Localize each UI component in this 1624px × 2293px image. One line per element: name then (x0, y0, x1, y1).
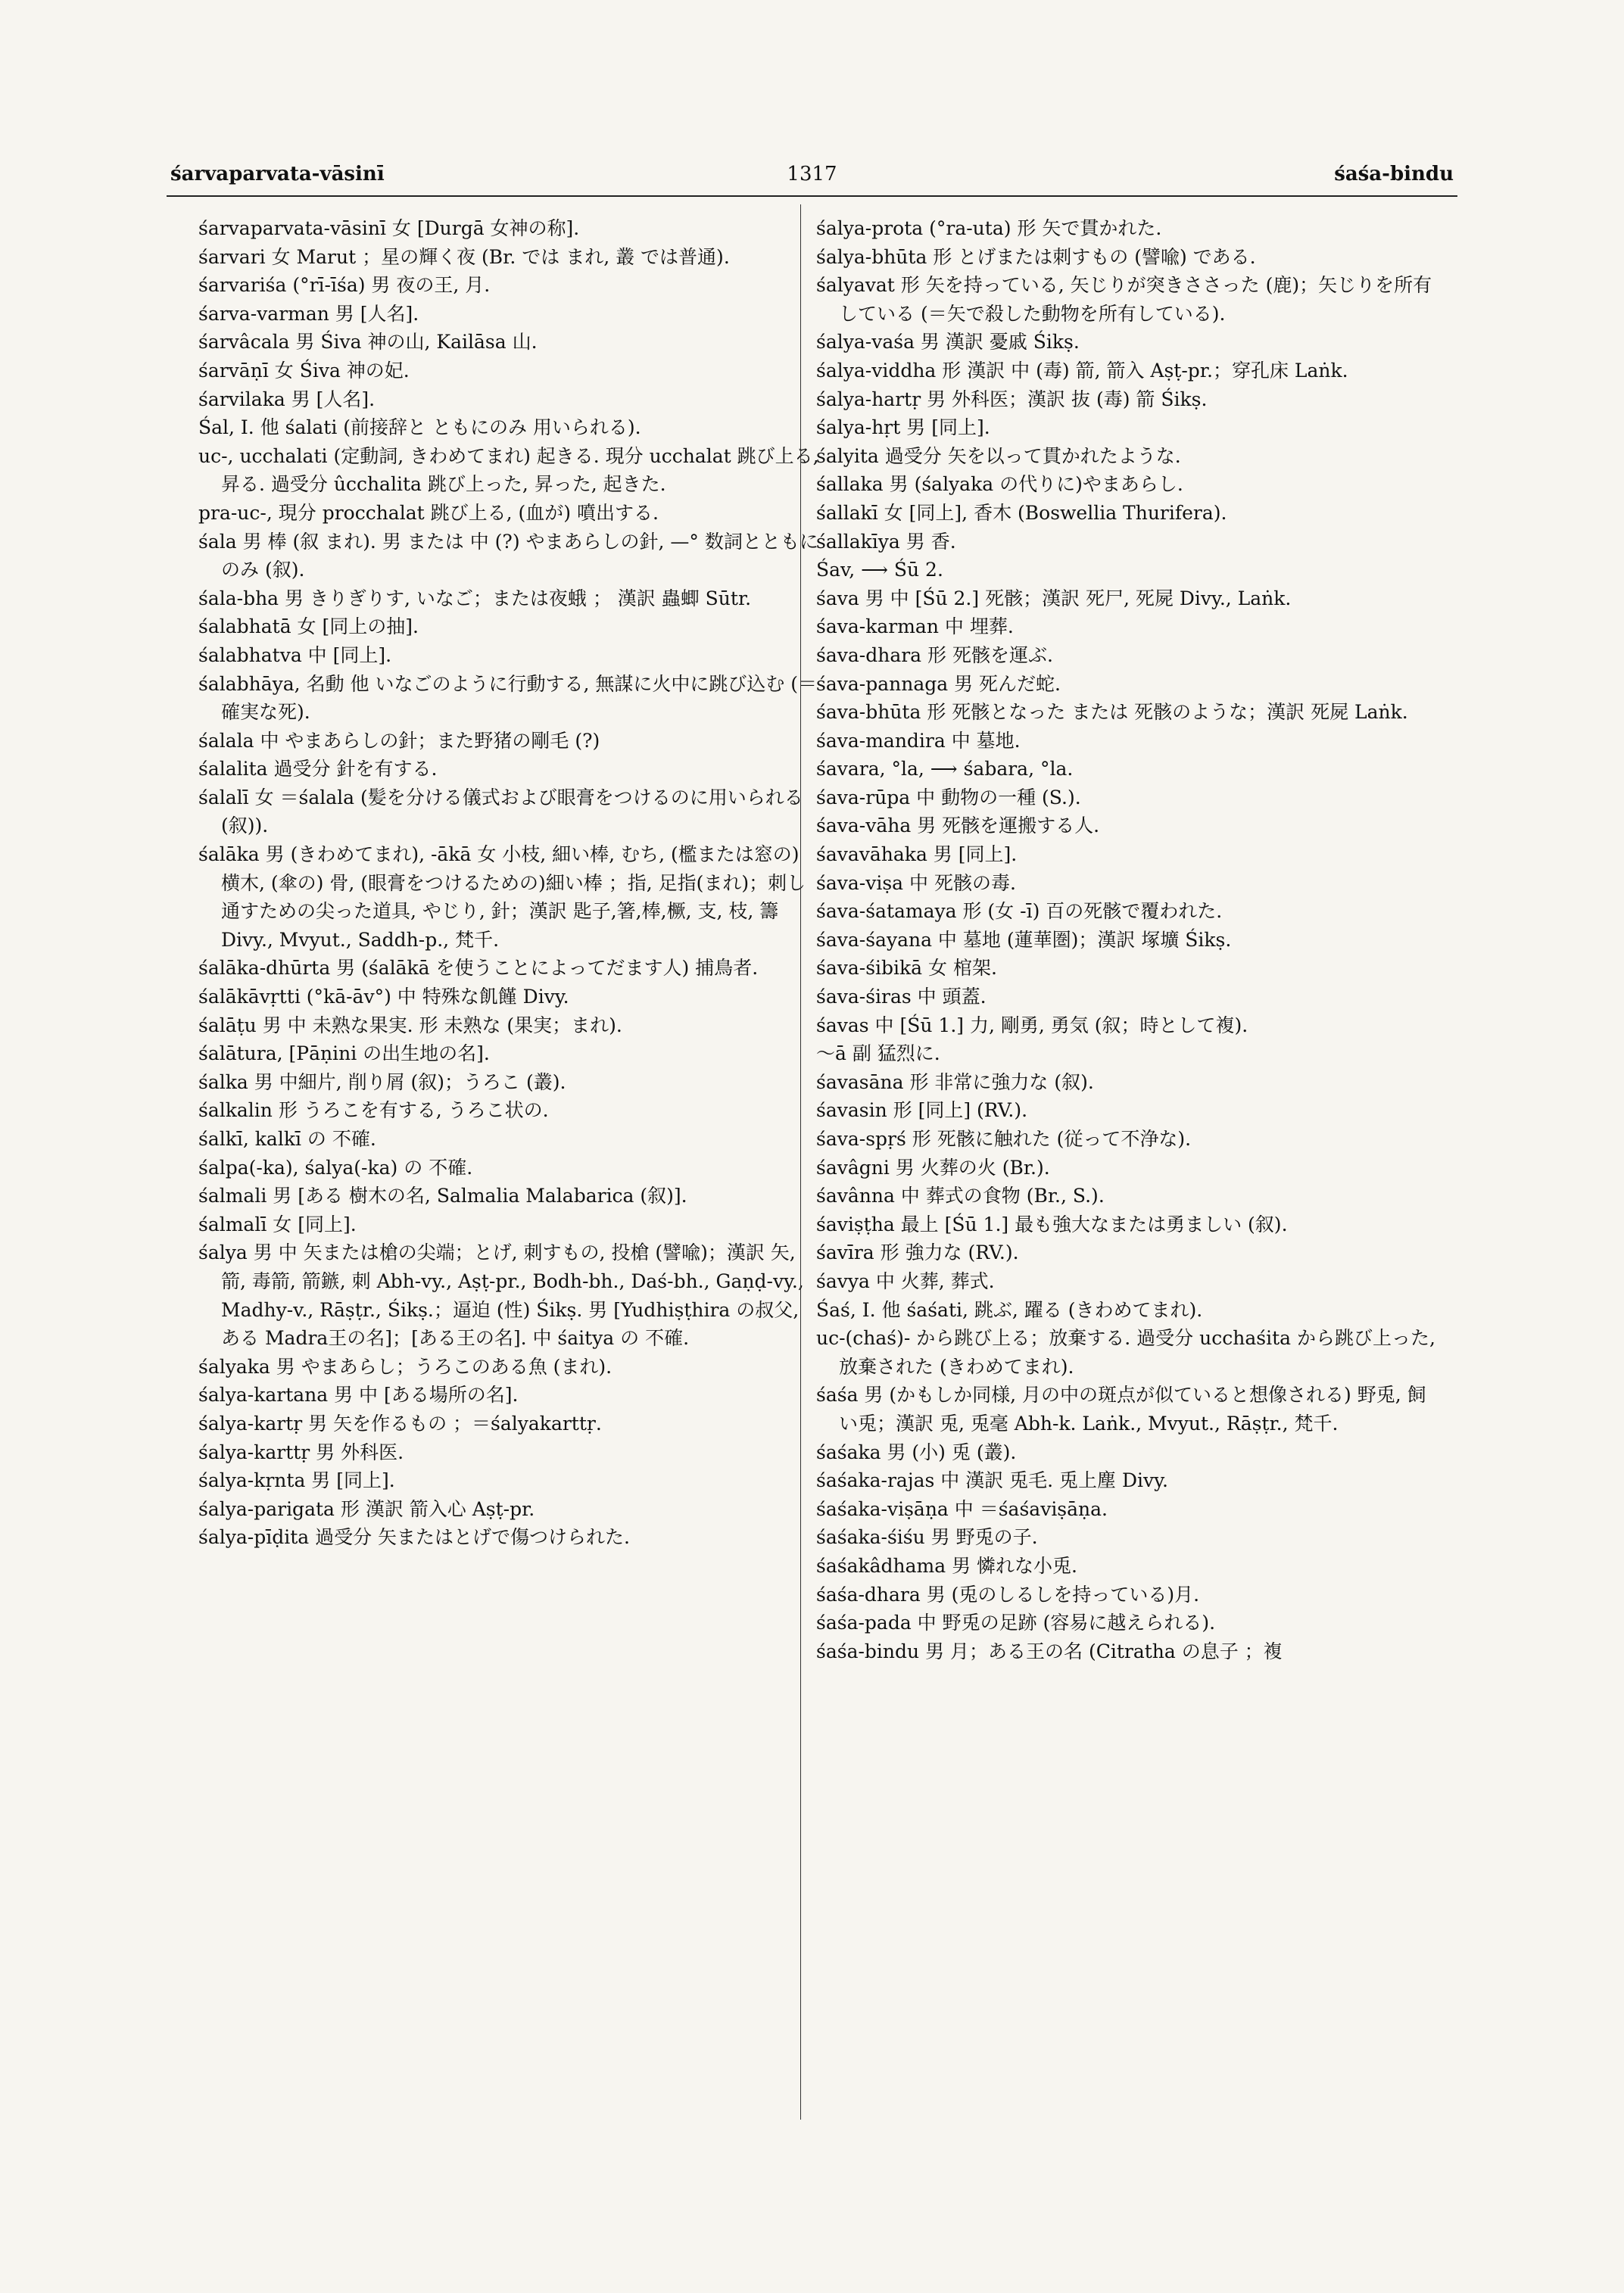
header-rule (167, 195, 1457, 197)
dictionary-entry: śavasāna 形 非常に強力な (叙). (816, 1070, 1094, 1093)
dictionary-entry: śaśa-pada 中 野兎の足跡 (容易に越えられる). (816, 1612, 1216, 1634)
dictionary-entry: śava-viṣa 中 死骸の毒. (816, 871, 1016, 894)
dictionary-entry: śallaka 男 (śalyaka の代りに)やまあらし. (816, 473, 1183, 496)
dictionary-entry: śalāka-dhūrta 男 (śalākā を使うことによってだます人) 捕鳥者. (198, 957, 759, 980)
dictionary-entry: śava-spṛś 形 死骸に触れた (従って不浄な). (816, 1128, 1192, 1150)
dictionary-entry: śalāka 男 (きわめてまれ), -ākā 女 小枝, 細い棒, むち, (檻または窓の) 横木, (傘の) 骨, (眼膏をつけるための)細い棒 ；指, 足指(まれ)；刺し通すための尖った道具, やじり, 針；漢訳 匙子,箸,棒,橛, 支, 枝, 籌 Divy., Mvyut., Saddh-p., 梵千. (198, 843, 806, 951)
dictionary-entry: śavīra 形 強力な (RV.). (816, 1242, 1019, 1264)
dictionary-entry: śalya-parigata 形 漢訳 箭入心 Aṣṭ-pr. (198, 1497, 535, 1520)
dictionary-entry: śava-mandira 中 墓地. (816, 729, 1021, 752)
page-number: 1317 (787, 163, 837, 185)
dictionary-entry: pra-uc-, 現分 procchalat 跳び上る, (血が) 噴出する. (198, 501, 659, 524)
dictionary-entry: śalya-kartṛ 男 矢を作るもの ；＝śalyakarttṛ. (198, 1412, 602, 1435)
dictionary-entry: Śav, ⟶ Śū 2. (816, 559, 943, 581)
dictionary-entry: Śaś, I. 他 śaśati, 跳ぶ, 躍る (きわめてまれ). (816, 1298, 1203, 1321)
dictionary-entry: śavasin 形 [同上] (RV.). (816, 1099, 1028, 1122)
dictionary-entry: śalala 中 やまあらしの針；また野猪の剛毛 (?) (198, 729, 600, 752)
dictionary-entry: śalya 男 中 矢または槍の尖端；とげ, 刺すもの, 投槍 (譬喩)；漢訳 矢, 箭, 毒箭, 箭鏃, 刺 Abh-vy., Aṣṭ-pr., Bodh-bh., Daś-bh., Gaṇḍ-vy., Madhy-v., Rāṣṭr., Śikṣ.；逼迫 (性) Śikṣ. 男 [Yudhiṣṭhira の叔父, ある Madra王の名]；[ある王の名]. 中 śaitya の 不確. (198, 1242, 804, 1350)
dictionary-entry: śaviṣṭha 最上 [Śū 1.] 最も強大なまたは勇ましい (叙). (816, 1213, 1288, 1235)
dictionary-entry: uc-, ucchalati (定動詞, きわめてまれ) 起きる. 現分 ucchalat 跳び上る, 昇る. 過受分 ûcchalita 跳び上った, 昇った, 起きた. (198, 444, 819, 496)
dictionary-entry: śalyita 過受分 矢を以って貫かれたような. (816, 444, 1181, 467)
dictionary-entry: śarvariśa (°rī-īśa) 男 夜の王, 月. (198, 274, 491, 297)
dictionary-entry: śallakīya 男 香. (816, 530, 956, 553)
dictionary-entry: śarvari 女 Marut ；星の輝く夜 (Br. では まれ, 叢 では普通). (198, 245, 730, 268)
dictionary-entry: śaśaka-śiśu 男 野兎の子. (816, 1526, 1038, 1549)
dictionary-entry: śalyavat 形 矢を持っている, 矢じりが突きささった (鹿)；矢じりを所有している (＝矢で殺した動物を所有している). (816, 274, 1432, 325)
dictionary-entry: śalabhāya, 名動 他 いなごのように行動する, 無謀に火中に跳び込む (＝確実な死). (198, 672, 818, 724)
dictionary-entry: śalya-karttṛ 男 外科医. (198, 1441, 404, 1463)
dictionary-entry: śava-śibikā 女 棺架. (816, 957, 997, 980)
dictionary-entry: śalkalin 形 うろこを有する, うろこ状の. (198, 1099, 549, 1122)
right-column (816, 214, 1441, 1665)
dictionary-entry: śalya-viddha 形 漢訳 中 (毒) 箭, 箭入 Aṣṭ-pr.；穿孔床 Laṅk. (816, 359, 1348, 382)
dictionary-entry: śalya-kṛnta 男 [同上]. (198, 1469, 395, 1492)
dictionary-entry: śarva-varman 男 [人名]. (198, 302, 419, 325)
dictionary-entry: śava-bhūta 形 死骸となった または 死骸のような；漢訳 死屍 Laṅk. (816, 701, 1408, 724)
dictionary-entry: śalalī 女 ＝śalala (髪を分ける儀式および眼膏をつけるのに用いられる (叙)). (198, 786, 803, 837)
dictionary-entry: śalkī, kalkī の 不確. (198, 1128, 376, 1150)
dictionary-entry: śalalita 過受分 針を有する. (198, 758, 438, 780)
dictionary-entry: śalyaka 男 やまあらし；うろこのある魚 (まれ). (198, 1355, 613, 1378)
dictionary-entry: śalya-hartṛ 男 外科医；漢訳 抜 (毒) 箭 Śikṣ. (816, 388, 1208, 410)
dictionary-entry: śavâgni 男 火葬の火 (Br.). (816, 1156, 1050, 1179)
dictionary-entry: śaśa-bindu 男 月；ある王の名 (Citratha の息子 ；複 (816, 1640, 1283, 1662)
dictionary-entry: śarvāṇī 女 Śiva 神の妃. (198, 359, 410, 382)
dictionary-entry: śalātura, [Pāṇini の出生地の名]. (198, 1042, 490, 1065)
dictionary-entry: śaśaka 男 (小) 兎 (叢). (816, 1441, 1017, 1463)
dictionary-entry: śava-pannaga 男 死んだ蛇. (816, 672, 1061, 695)
left-guide-word: śarvaparvata-vāsinī (170, 163, 385, 185)
dictionary-entry: śalmalī 女 [同上]. (198, 1213, 357, 1235)
dictionary-entry: Śal, I. 他 śalati (前接辞と ともにのみ 用いられる). (198, 416, 641, 439)
right-guide-word: śaśa-bindu (1334, 163, 1454, 185)
dictionary-entry: śalya-pīḍita 過受分 矢またはとげで傷つけられた. (198, 1526, 630, 1549)
dictionary-entry: śaśaka-viṣāṇa 中 ＝śaśaviṣāṇa. (816, 1497, 1108, 1520)
dictionary-entry: śalya-vaśa 男 漢訳 憂戚 Śikṣ. (816, 331, 1080, 354)
dictionary-entry: śavya 中 火葬, 葬式. (816, 1270, 995, 1292)
dictionary-entry: śarvâcala 男 Śiva 神の山, Kailāsa 山. (198, 331, 538, 354)
page-header (170, 159, 1454, 189)
dictionary-entry: śava-dhara 形 死骸を運ぶ. (816, 643, 1053, 666)
dictionary-entry: śava-śatamaya 形 (女 -ī) 百の死骸で覆われた. (816, 900, 1223, 923)
dictionary-entry: śavas 中 [Śū 1.] 力, 剛勇, 勇気 (叙；時として複). (816, 1014, 1248, 1036)
dictionary-entry: śalpa(-ka), śalya(-ka) の 不確. (198, 1156, 473, 1179)
dictionary-entry: śava-vāha 男 死骸を運搬する人. (816, 815, 1100, 837)
dictionary-entry: śarvilaka 男 [人名]. (198, 388, 376, 410)
dictionary-entry: śalmali 男 [ある 樹木の名, Salmalia Malabarica (叙)]. (198, 1185, 687, 1207)
dictionary-entry: śalya-hṛt 男 [同上]. (816, 416, 990, 439)
dictionary-entry: śala 男 棒 (叙 まれ). 男 または 中 (?) やまあらしの針, —° 数詞とともにのみ (叙). (198, 530, 818, 581)
dictionary-entry: uc-(chaś)- から跳び上る；放棄する. 過受分 ucchaśita から跳び上った, 放棄された (きわめてまれ). (816, 1327, 1435, 1378)
dictionary-entry: śaśakâdhama 男 憐れな小兎. (816, 1554, 1077, 1577)
dictionary-entry: śaśaka-rajas 中 漢訳 兎毛. 兎上塵 Divy. (816, 1469, 1168, 1492)
dictionary-entry: śala-bha 男 きりぎりす, いなご；または夜蛾 ； 漢訳 蟲蝍 Sūtr. (198, 587, 752, 609)
dictionary-entry: śarvaparvata-vāsinī 女 [Durgā 女神の称]. (198, 217, 580, 239)
dictionary-entry: śallakī 女 [同上], 香木 (Boswellia Thurifera). (816, 501, 1227, 524)
dictionary-entry: śalākāvṛtti (°kā-āv°) 中 特殊な飢饉 Divy. (198, 986, 569, 1008)
dictionary-entry: śavânna 中 葬式の食物 (Br., S.). (816, 1185, 1105, 1207)
dictionary-entry: śalka 男 中細片, 削り屑 (叙)；うろこ (叢). (198, 1070, 566, 1093)
left-column (198, 214, 823, 1552)
dictionary-entry: śava 男 中 [Śū 2.] 死骸；漢訳 死尸, 死屍 Divy., Laṅk. (816, 587, 1292, 609)
dictionary-entry: śavara, °la, ⟶ śabara, °la. (816, 758, 1074, 780)
dictionary-entry: śava-rūpa 中 動物の一種 (S.). (816, 786, 1081, 808)
dictionary-entry: śava-śayana 中 墓地 (蓮華圏)；漢訳 塚壙 Śikṣ. (816, 928, 1232, 951)
dictionary-entry: śava-karman 中 埋葬. (816, 615, 1014, 638)
dictionary-entry: śalāṭu 男 中 未熟な果実. 形 未熟な (果実；まれ). (198, 1014, 622, 1036)
dictionary-entry: śavavāhaka 男 [同上]. (816, 843, 1018, 866)
dictionary-entry: śalya-kartana 男 中 [ある場所の名]. (198, 1384, 519, 1407)
dictionary-entry: 〜ā 副 猛烈に. (816, 1042, 940, 1065)
column-divider (800, 204, 801, 2120)
dictionary-entry: śalabhatā 女 [同上の抽]. (198, 615, 419, 638)
dictionary-entry: śaśa-dhara 男 (兎のしるしを持っている)月. (816, 1583, 1200, 1606)
dictionary-entry: śalya-bhūta 形 とげまたは刺すもの (譬喩) である. (816, 245, 1256, 268)
dictionary-entry: śalya-prota (°ra-uta) 形 矢で貫かれた. (816, 217, 1162, 239)
dictionary-entry: śaśa 男 (かもしか同様, 月の中の斑点が似ていると想像される) 野兎, 飼い兎；漢訳 兎, 兎毫 Abh-k. Laṅk., Mvyut., Rāṣṭr., 梵千. (816, 1384, 1426, 1435)
dictionary-entry: śalabhatva 中 [同上]. (198, 643, 392, 666)
dictionary-entry: śava-śiras 中 頭蓋. (816, 986, 987, 1008)
